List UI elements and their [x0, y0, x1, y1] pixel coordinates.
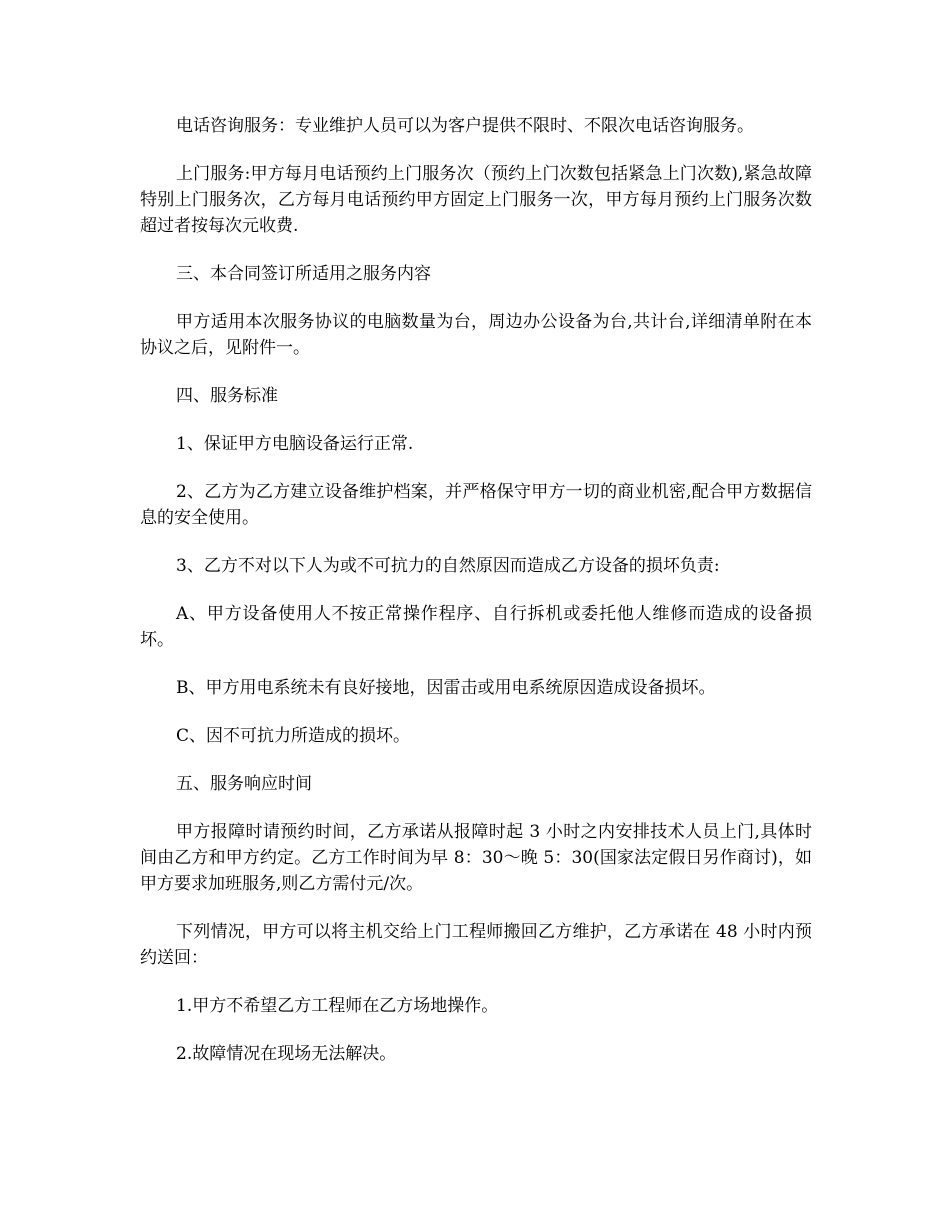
list-item-standard-3: 3、乙方不对以下人为或不可抗力的自然原因而造成乙方设备的损坏负责: — [176, 556, 720, 576]
list-item-offsite-2: 2.故障情况在现场无法解决。 — [176, 1044, 397, 1064]
list-item-exclusion-b: B、甲方用电系统未有良好接地，因雷击或用电系统原因造成设备损坏。 — [176, 678, 716, 698]
list-item-exclusion-c: C、因不可抗力所造成的损坏。 — [176, 726, 411, 746]
list-item-standard-2: 2、乙方为乙方建立设备维护档案，并严格保守甲方一切的商业机密,配合甲方数据信息的安全使用。 — [140, 482, 812, 528]
paragraph-onsite-service: 上门服务:甲方每月电话预约上门服务次（预约上门次数包括紧急上门次数),紧急故障特别上门服务次，乙方每月电话预约甲方固定上门服务一次，甲方每月预约上门服务次数超过者按每次元收费. — [140, 164, 812, 236]
list-item-offsite-1: 1.甲方不希望乙方工程师在乙方场地操作。 — [176, 996, 499, 1016]
list-item-exclusion-a: A、甲方设备使用人不按正常操作程序、自行拆机或委托他人维修而造成的设备损坏。 — [140, 604, 812, 650]
list-item-standard-1: 1、保证甲方电脑设备运行正常. — [176, 434, 414, 454]
paragraph-device-count: 甲方适用本次服务协议的电脑数量为台，周边办公设备为台,共计台,详细清单附在本协议之后，见附件一。 — [140, 312, 812, 358]
section-heading-service-standard: 四、服务标准 — [176, 386, 278, 406]
section-heading-response-time: 五、服务响应时间 — [176, 774, 312, 794]
paragraph-response-schedule: 甲方报障时请预约时间，乙方承诺从报障时起 3 小时之内安排技术人员上门,具体时间由乙方和甲方约定。乙方工作时间为早 8：30～晚 5：30(国家法定假日另作商讨)，如甲方要求加班服务,则乙方需付元/次。 — [140, 822, 812, 894]
paragraph-offsite-repair: 下列情况，甲方可以将主机交给上门工程师搬回乙方维护，乙方承诺在 48 小时内预约送回： — [140, 922, 812, 968]
paragraph-phone-consulting: 电话咨询服务：专业维护人员可以为客户提供不限时、不限次电话咨询服务。 — [176, 116, 754, 136]
section-heading-service-scope: 三、本合同签订所适用之服务内容 — [176, 264, 431, 284]
document-body — [140, 113, 812, 1089]
